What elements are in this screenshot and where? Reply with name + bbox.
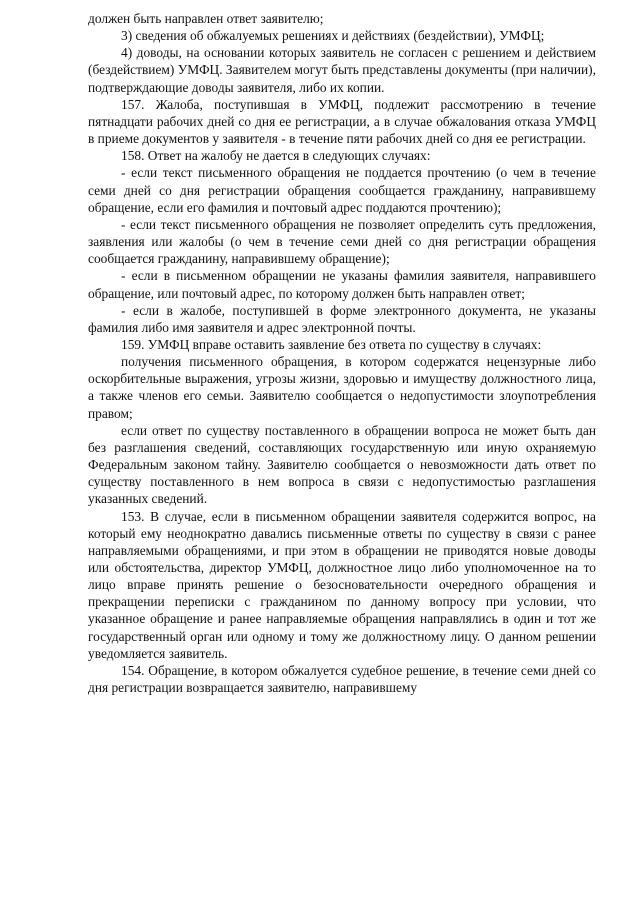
paragraph-item-3: 3) сведения об обжалуемых решениях и действиях (бездействии), УМФЦ;	[121, 28, 545, 44]
paragraph-159-case-1: получения письменного обращения, в котором содержатся нецензурные либо оскорбительные выражения, угрозы жизни, здоровью и имуществу должностного лица, а также членов его семьи. Заявителю сообщается о недопустимости злоупотребления правом;	[88, 354, 596, 421]
paragraph-159-case-2: если ответ по существу поставленного в обращении вопроса не может быть дан без разглашения сведений, составляющих государственную или иную охраняемую Федеральным законом тайну. Заявителю сообщается о невозможности дать ответ по существу поставленного в нем вопроса в связи с недопустимостью разглашения указанных сведений.	[88, 422, 596, 507]
paragraph-153: 153. В случае, если в письменном обращении заявителя содержится вопрос, на который ему неоднократно давались письменные ответы по существу в связи с ранее направляемыми обращениями, и при этом в обращении не приводятся новые доводы или обстоятельства, директор УМФЦ, должностное лицо либо уполномоченное на то лицо вправе принять решение о безосновательности очередного обращения и прекращении переписки с гражданином по данному вопросу при условии, что указанное обращение и ранее направляемые обращения направлялись в один и тот же государственный орган или одному и тому же должностному лицу. О данном решении уведомляется заявитель.	[88, 508, 596, 661]
paragraph-continuation: должен быть направлен ответ заявителю;	[88, 11, 324, 26]
paragraph-158-case-4: - если в жалобе, поступившей в форме электронного документа, не указаны фамилия либо имя заявителя и адрес электронной почты.	[88, 302, 596, 335]
paragraph-158: 158. Ответ на жалобу не дается в следующих случаях:	[121, 148, 431, 164]
paragraph-154: 154. Обращение, в котором обжалуется судебное решение, в течение семи дней со дня регистрации возвращается заявителю, направившему	[88, 662, 596, 696]
paragraph-158-case-2: - если текст письменного обращения не позволяет определить суть предложения, заявления или жалобы (о чем в течение семи дней со дня регистрации обращения сообщается гражданину, направившему обращение);	[88, 216, 596, 267]
paragraph-157: 157. Жалоба, поступившая в УМФЦ, подлежит рассмотрению в течение пятнадцати рабочих дней со дня ее регистрации, а в случае обжалования отказа УМФЦ в приеме документов у заявителя - в течение пяти рабочих дней со дня ее регистрации.	[88, 96, 596, 147]
paragraph-158-case-3: - если в письменном обращении не указаны фамилия заявителя, направившего обращение, или почтовый адрес, по которому должен быть направлен ответ;	[88, 268, 596, 301]
document-page	[88, 10, 596, 696]
paragraph-158-case-1: - если текст письменного обращения не поддается прочтению (о чем в течение семи дней со дня регистрации обращения сообщается гражданину, направившему обращение, если его фамилия и почтовый адрес поддаются прочтению);	[88, 165, 596, 215]
paragraph-159: 159. УМФЦ вправе оставить заявление без ответа по существу в случаях:	[121, 336, 542, 352]
paragraph-item-4: 4) доводы, на основании которых заявитель не согласен с решением и действием (бездействием) УМФЦ. Заявителем могут быть представлены документы (при наличии), подтверждающие доводы заявителя, либо их копии.	[88, 45, 596, 95]
